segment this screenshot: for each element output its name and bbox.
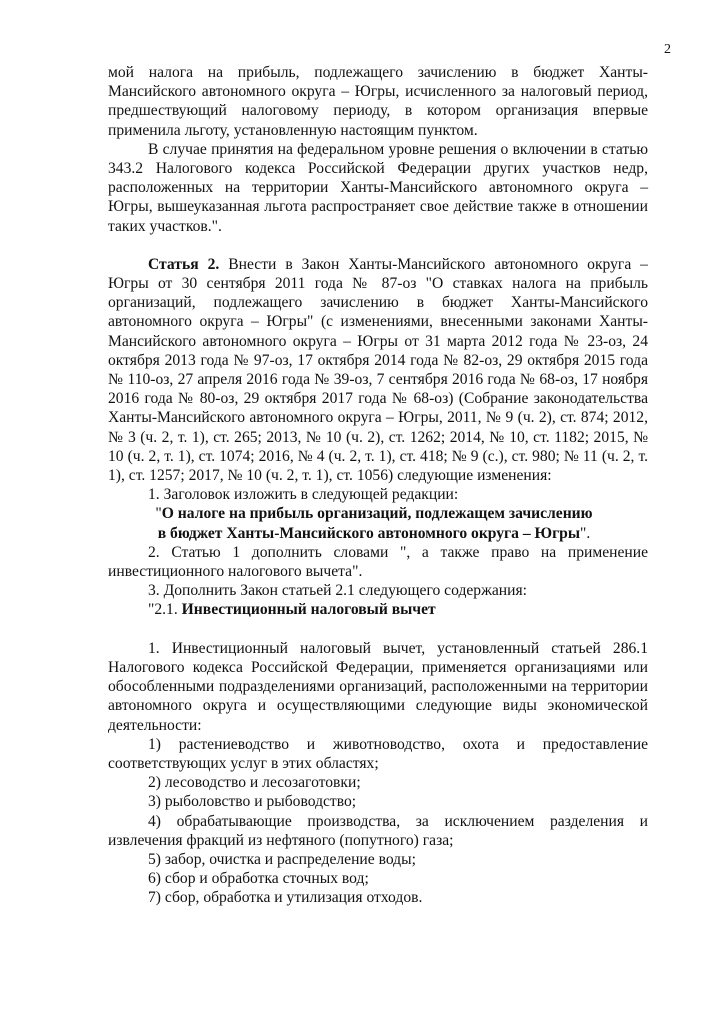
- activity-item-1: 1) растениеводство и животноводство, охота и предоставление соответствующих услуг в этих областях;: [108, 735, 648, 772]
- new-title-line-1: "О налоге на прибыль организаций, подлежащем зачислению: [155, 505, 593, 523]
- activity-item-7: 7) сбор, обработка и утилизация отходов.: [148, 889, 423, 907]
- amendment-item-3: 3. Дополнить Закон статьей 2.1 следующего содержания:: [148, 582, 527, 600]
- deduction-paragraph: 1. Инвестиционный налоговый вычет, установленный статьей 286.1 Налогового кодекса Российской Федерации, применяется организациями или обособленными подразделениями организаций, расположенными на территории автономного округа и осуществляющими следующие виды экономической деятельности:: [108, 639, 648, 734]
- amendment-item-1: 1. Заголовок изложить в следующей редакции:: [148, 486, 459, 504]
- article-2-paragraph: [108, 255, 648, 485]
- paragraph-continuation: мой налога на прибыль, подлежащего зачислению в бюджет Ханты-Мансийского автономного округа – Югры, исчисленного за налоговый период, предшествующий налоговому периоду, в котором организация впервые применила льготу, установленную настоящим пунктом.: [108, 64, 648, 139]
- article-2-1-title: Инвестиционный налоговый вычет: [181, 601, 436, 619]
- document-body: [108, 63, 648, 908]
- activity-item-2: 2) лесоводство и лесозаготовки;: [148, 774, 361, 792]
- article-2-label: Статья 2.: [148, 255, 220, 273]
- new-title-line-2: в бюджет Ханты-Мансийского автономного округа – Югры".: [157, 524, 591, 542]
- activity-item-5: 5) забор, очистка и распределение воды;: [148, 850, 416, 868]
- article-2-1-number: "2.1.: [148, 601, 182, 619]
- new-title-block: [124, 504, 624, 542]
- close-quote: ".: [580, 524, 591, 542]
- open-quote: ": [155, 505, 162, 523]
- activity-item-3: 3) рыболовство и рыбоводство;: [148, 793, 357, 811]
- article-2-text: Внести в Закон Ханты-Мансийского автономного округа – Югры от 30 сентября 2011 года № 87-оз "О ставках налога на прибыль организаций, подлежащего зачислению в бюджет Ханты-Мансийского автономного округа – Югры" (с изменениями, внесенными законами Ханты-Мансийского автономного округа – Югры от 31 марта 2012 года № 23-оз, 24 октября 2013 года № 97-оз, 17 октября 2014 года № 82-оз, 29 октября 2015 года № 110-оз, 27 апреля 2016 года № 39-оз, 7 сентября 2016 года № 68-оз, 17 ноября 2016 года № 80-оз, 29 октября 2017 года № 68-оз) (Собрание законодательства Ханты-Мансийского автономного округа – Югры, 2011, № 9 (ч. 2), ст. 874; 2012, № 3 (ч. 2, т. 1), ст. 265; 2013, № 10 (ч. 2), ст. 1262; 2014, № 10, ст. 1182; 2015, № 10 (ч. 2, т. 1), ст. 1074; 2016, № 4 (ч. 2, т. 1), ст. 418; № 9 (с.), ст. 980; № 11 (ч. 2, т. 1), ст. 1257; 2017, № 10 (ч. 2, т. 1), ст. 1056) следующие изменения:: [108, 255, 648, 485]
- activity-item-6: 6) сбор и обработка сточных вод;: [148, 870, 369, 888]
- page-number: 2: [664, 42, 671, 57]
- activity-item-4: 4) обрабатывающие производства, за исключением разделения и извлечения фракций из нефтяного (попутного) газа;: [108, 812, 648, 849]
- paragraph-participants: В случае принятия на федеральном уровне решения о включении в статью 343.2 Налогового кодекса Российской Федерации других участков недр, расположенных на территории Ханты-Мансийского автономного округа – Югры, вышеуказанная льгота распространяет свое действие также в отношении таких участков.".: [108, 140, 648, 235]
- amendment-item-2: 2. Статью 1 дополнить словами ", а также право на применение инвестиционного налогового вычета".: [108, 543, 648, 581]
- article-2-1-heading: [108, 600, 648, 619]
